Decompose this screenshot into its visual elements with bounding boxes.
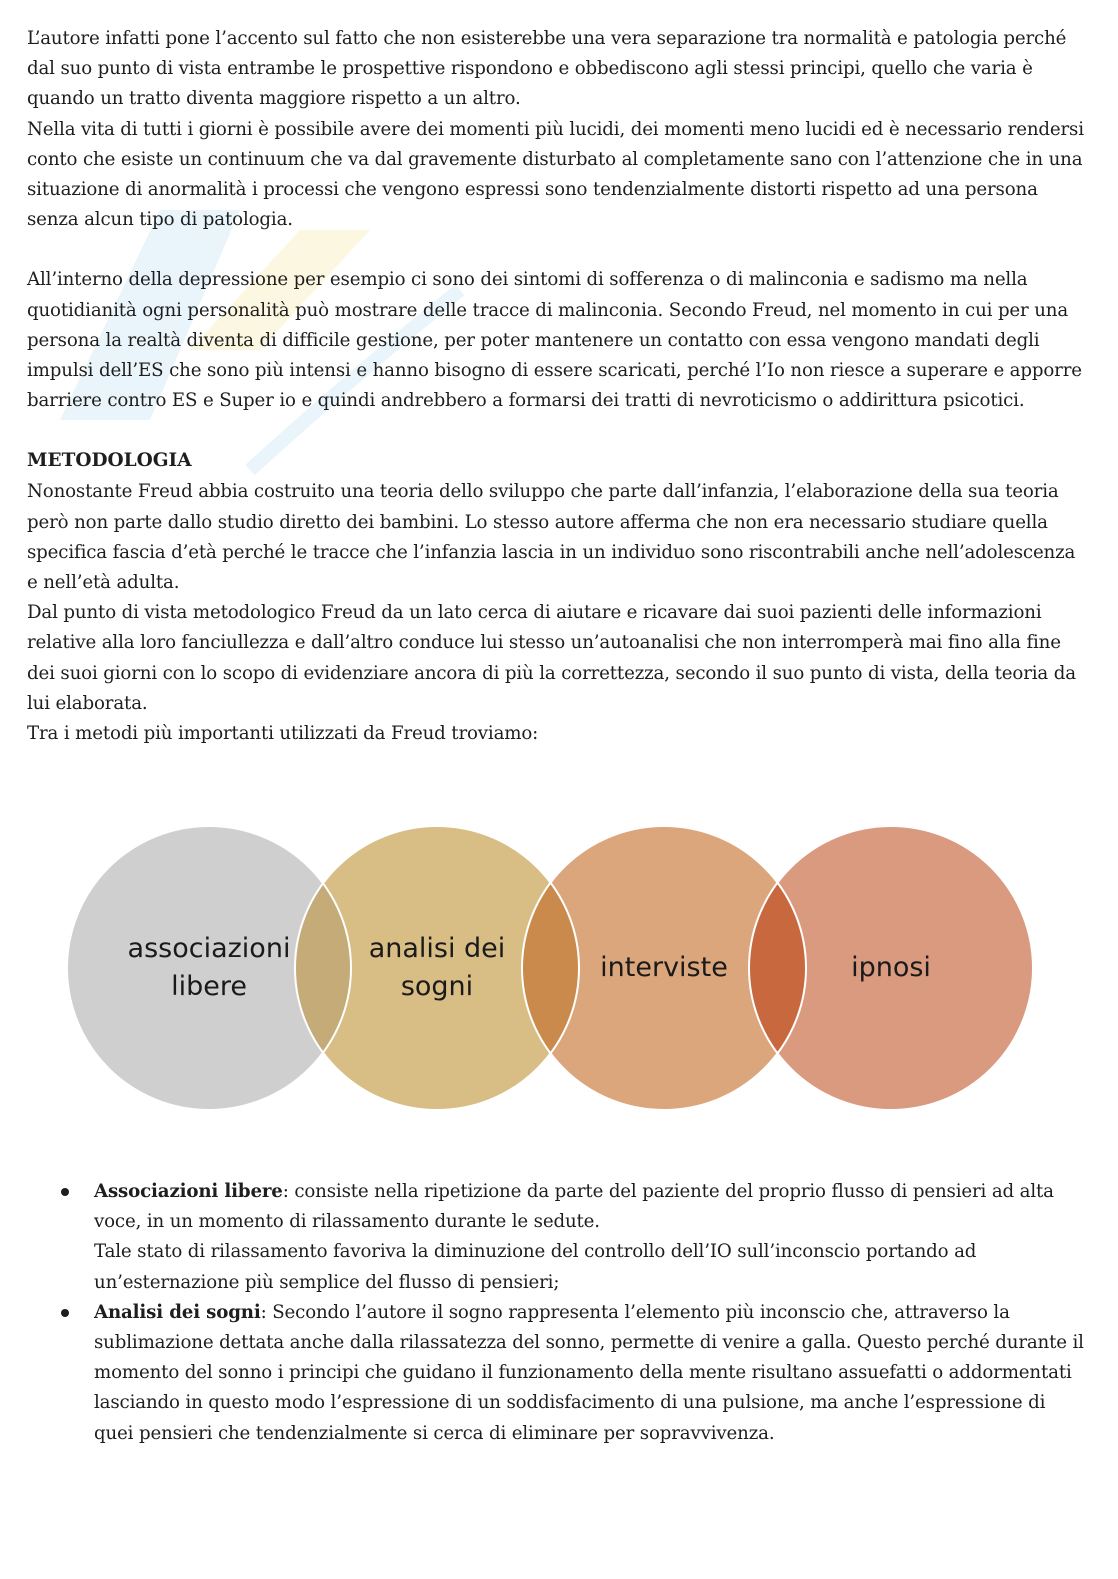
label-libere: libere	[171, 971, 247, 1002]
label-ipnosi: ipnosi	[851, 952, 931, 983]
list-item	[27, 1298, 1087, 1449]
term-associazioni-libere: Associazioni libere	[94, 1181, 283, 1202]
paragraph-methodology: Dal punto di vista metodologico Freud da un lato cerca di aiutare e ricavare dai suoi pazienti delle informazioni relative alla loro fanciullezza e dall’altro conduce lui stesso un’autoanalisi che non interromperà mai fino alla fine dei suoi giorni con lo scopo di evidenziare ancora di più la correttezza, secondo il suo punto di vista, della teoria da lui elaborata.	[27, 602, 1076, 714]
list-item	[27, 1177, 1087, 1298]
document-body	[27, 24, 1087, 749]
definition-associazioni-libere-extra: Tale stato di rilassamento favoriva la diminuzione del controllo dell’IO sull’inconscio portando ad un’esternazione più semplice del flusso di pensieri;	[94, 1241, 977, 1293]
definition-analisi-dei-sogni: : Secondo l’autore il sogno rappresenta l’elemento più inconscio che, attraverso la sublimazione dettata anche dalla rilassatezza del sonno, permette di venire a galla. Questo perché durante il momento del sonno i principi che guidano il funzionamento della mente risultano assuefatti o addormentati lasciando in questo modo l’espressione di un soddisfacimento di una pulsione, ma anche l’espressione di quei pensieri che tendenzialmente si cerca di eliminare per sopravvivenza.	[94, 1301, 1084, 1444]
paragraph-depression: All’interno della depressione per esempio ci sono dei sintomi di sofferenza o di malinconia e sadismo ma nella quotidianità ogni personalità può mostrare delle tracce di malinconia. Secondo Freud, nel momento in cui per una persona la realtà diventa di difficile gestione, per poter mantenere un contatto con essa vengono mandati degli impulsi dell’ES che sono più intensi e hanno bisogno di essere scaricati, perché l’Io non riesce a superare e apporre barriere contro ES e Super io e quindi andrebbero a formarsi dei tratti di nevroticismo o addirittura psicotici.	[27, 269, 1082, 412]
bullet-icon	[61, 1309, 69, 1317]
methods-list	[27, 1177, 1087, 1449]
paragraph-normality: L’autore infatti pone l’accento sul fatto che non esisterebbe una vera separazione tra normalità e patologia perché dal suo punto di vista entrambe le prospettive rispondono e obbediscono agli stessi principi, quello che varia è quando un tratto diventa maggiore rispetto a un altro.	[27, 28, 1067, 110]
paragraph-childhood: Nonostante Freud abbia costruito una teoria dello sviluppo che parte dall’infanzia, l’elaborazione della sua teoria però non parte dallo studio diretto dei bambini. Lo stesso autore afferma che non era necessario studiare quella specifica fascia d’età perché le tracce che l’infanzia lascia in un individuo sono riscontrabili anche nell’adolescenza e nell’età adulta.	[27, 481, 1076, 594]
paragraph-methods-intro: Tra i metodi più importanti utilizzati da Freud troviamo:	[27, 723, 539, 745]
label-sogni: sogni	[400, 971, 474, 1002]
label-associazioni: associazioni	[127, 933, 291, 964]
label-analisi-dei: analisi dei	[368, 933, 506, 964]
definition-associazioni-libere: : consiste nella ripetizione da parte del paziente del proprio flusso di pensieri ad alta voce, in un momento di rilassamento durante le sedute.	[94, 1181, 1054, 1233]
methods-venn-diagram	[66, 822, 1036, 1114]
label-interviste: interviste	[600, 952, 728, 983]
bullet-icon	[61, 1188, 69, 1196]
section-heading: METODOLOGIA	[27, 450, 192, 472]
term-analisi-dei-sogni: Analisi dei sogni	[94, 1301, 261, 1323]
paragraph-continuum: Nella vita di tutti i giorni è possibile avere dei momenti più lucidi, dei momenti meno lucidi ed è necessario rendersi conto che esiste un continuum che va dal gravemente disturbato al completamente sano con l’attenzione che in una situazione di anormalità i processi che vengono espressi sono tendenzialmente distorti rispetto ad una persona senza alcun tipo di patologia.	[27, 118, 1084, 231]
